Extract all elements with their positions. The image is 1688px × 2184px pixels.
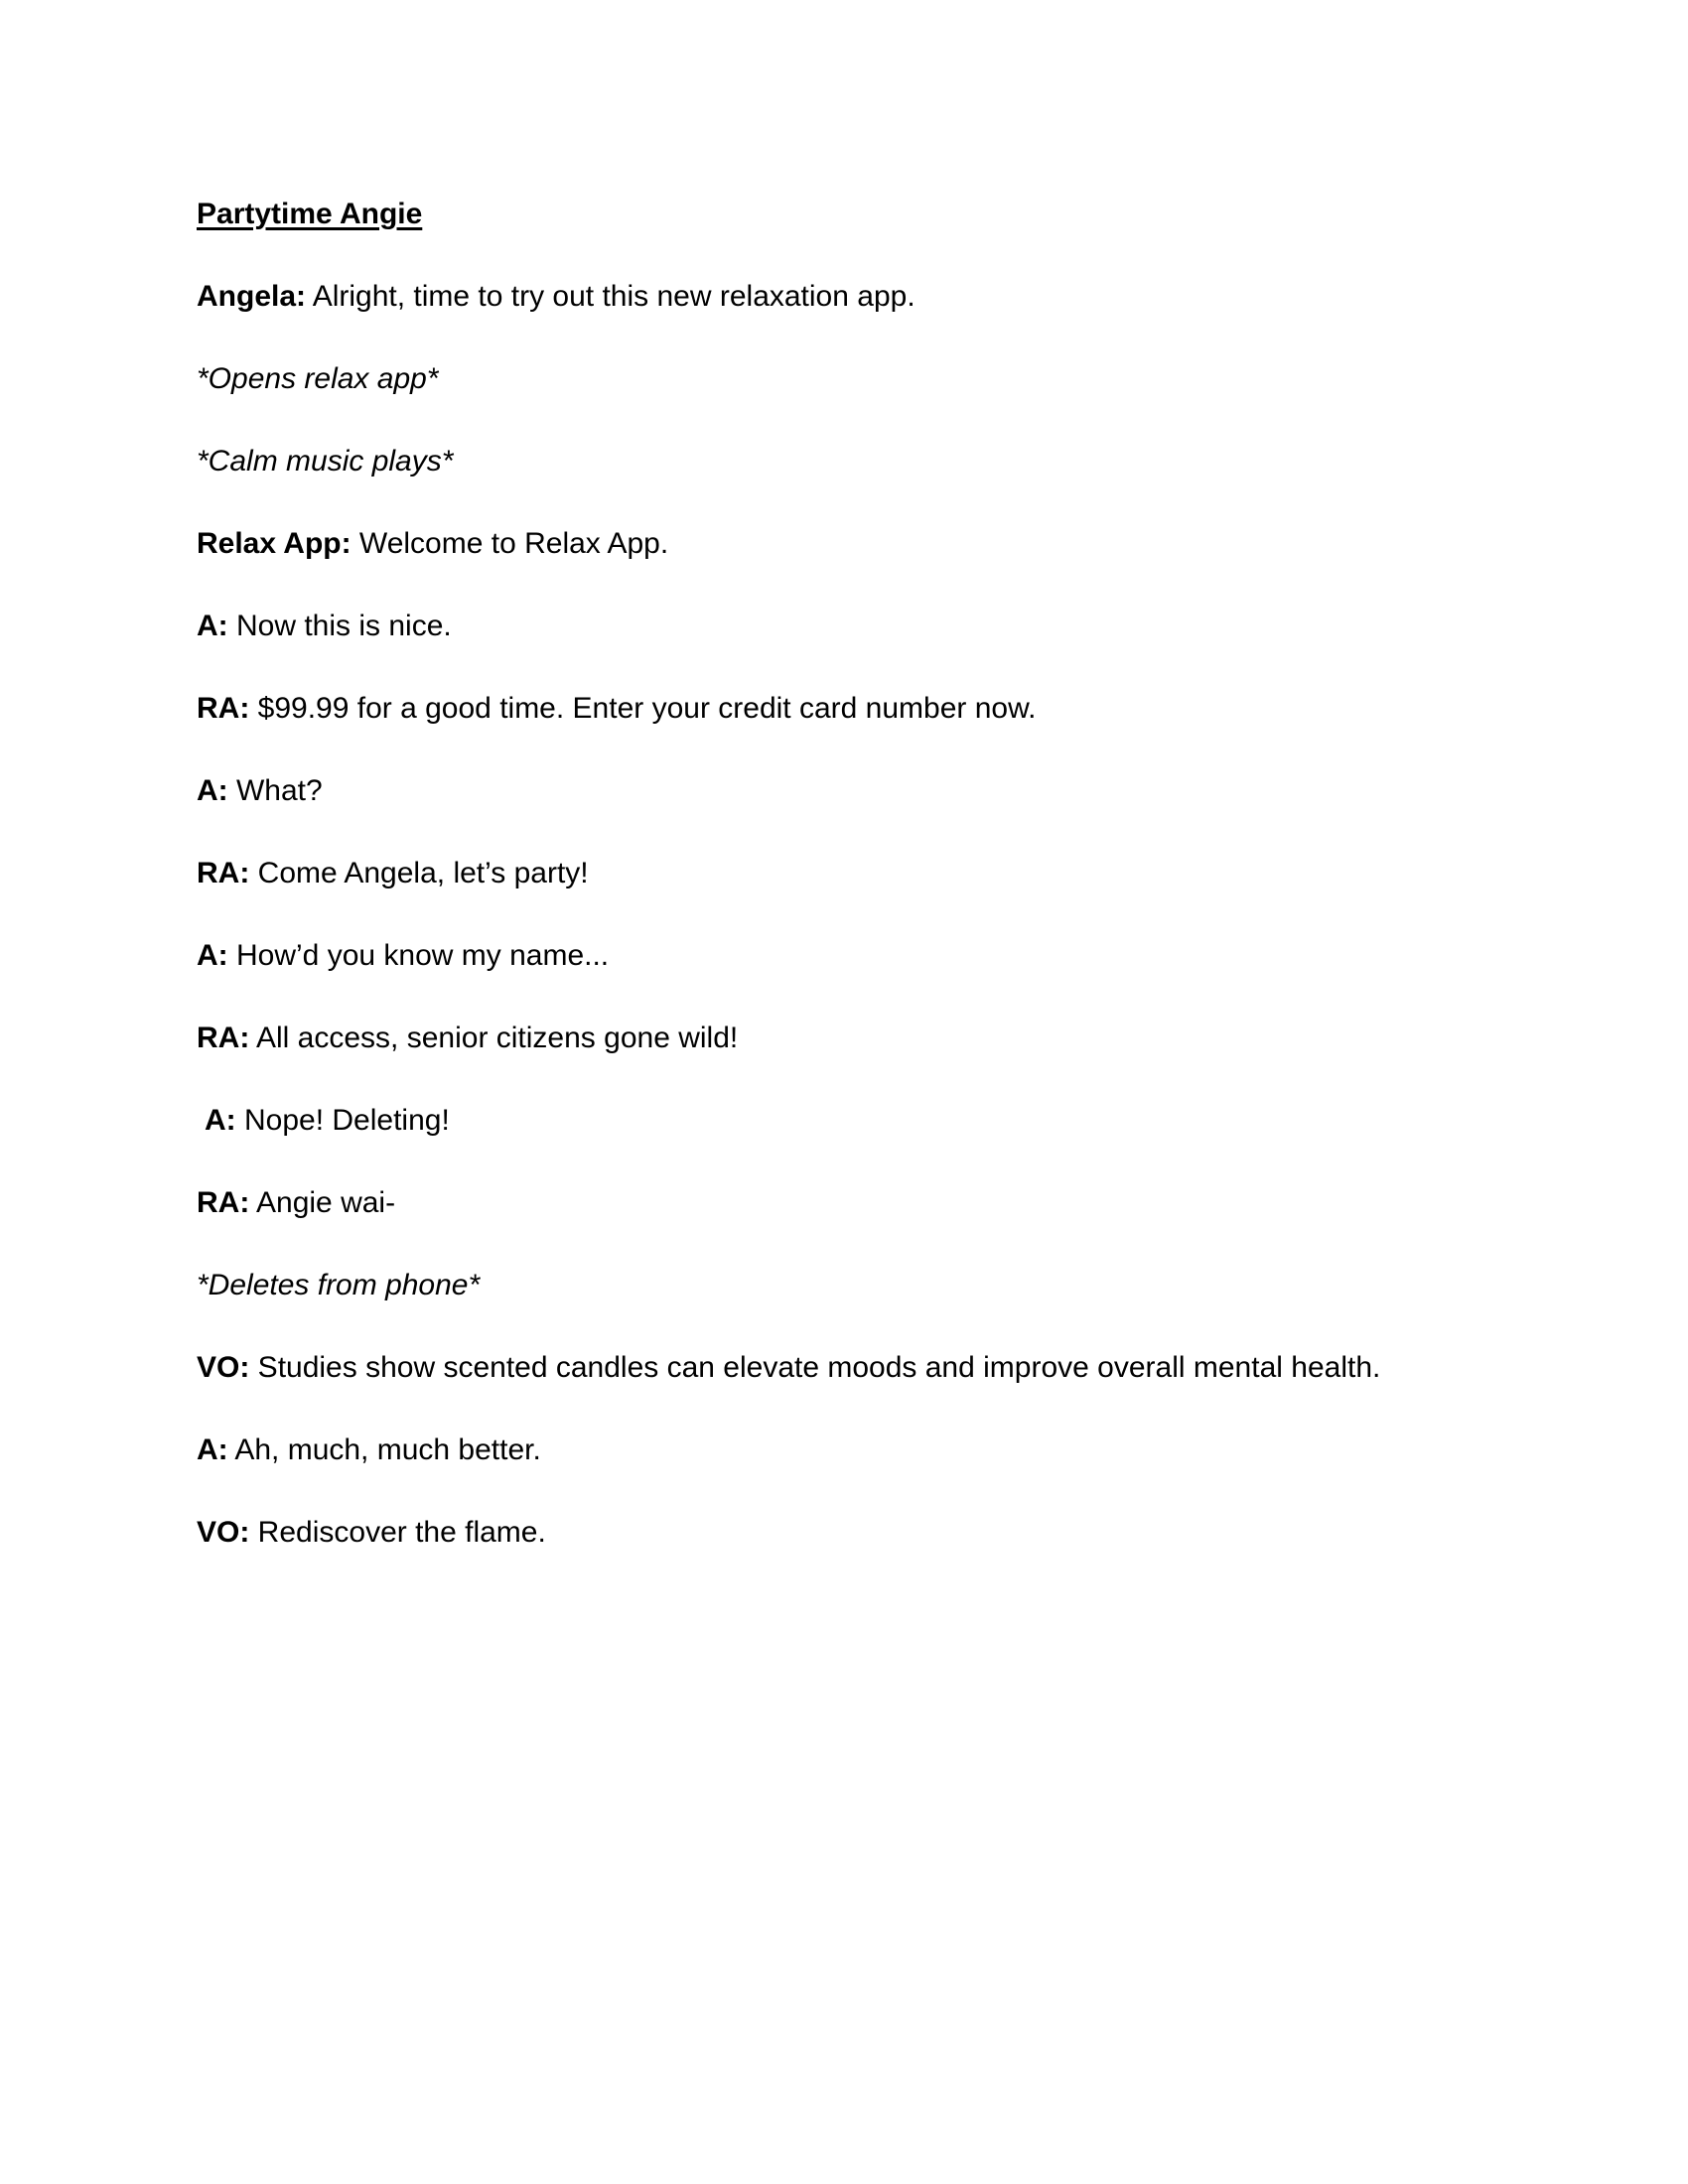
speaker-label: VO: bbox=[197, 1351, 250, 1384]
speaker-label: RA: bbox=[197, 1022, 250, 1054]
script-title: Partytime Angie bbox=[197, 198, 423, 230]
dialogue-text: All access, senior citizens gone wild! bbox=[249, 1022, 739, 1054]
dialogue-text: Ah, much, much better. bbox=[227, 1433, 541, 1466]
speaker-label: RA: bbox=[197, 857, 250, 889]
speaker-label: A: bbox=[197, 939, 228, 972]
speaker-label: RA: bbox=[197, 692, 250, 725]
speaker-label: Angela: bbox=[197, 280, 307, 313]
dialogue-line bbox=[197, 771, 1487, 811]
dialogue-line bbox=[197, 1348, 1487, 1388]
speaker-label: A: bbox=[197, 1433, 228, 1466]
speaker-label: RA: bbox=[197, 1186, 250, 1219]
dialogue-text: Now this is nice. bbox=[227, 610, 452, 642]
dialogue-text: Come Angela, let’s party! bbox=[249, 857, 589, 889]
dialogue-line bbox=[197, 1513, 1487, 1553]
speaker-label: VO: bbox=[197, 1516, 250, 1549]
dialogue-line bbox=[197, 1101, 1487, 1141]
dialogue-line bbox=[197, 1183, 1487, 1223]
dialogue-text: Welcome to Relax App. bbox=[351, 527, 669, 560]
dialogue-text: How’d you know my name... bbox=[227, 939, 610, 972]
dialogue-text: $99.99 for a good time. Enter your credit card number now. bbox=[249, 692, 1037, 725]
speaker-label: Relax App: bbox=[197, 527, 352, 560]
speaker-label: A: bbox=[197, 610, 228, 642]
dialogue-line bbox=[197, 854, 1487, 893]
stage-direction: *Opens relax app* bbox=[197, 362, 439, 395]
dialogue-line bbox=[197, 607, 1487, 646]
dialogue-line bbox=[197, 524, 1487, 564]
dialogue-line bbox=[197, 689, 1487, 729]
stage-direction: *Deletes from phone* bbox=[197, 1269, 481, 1301]
dialogue-text: Rediscover the flame. bbox=[249, 1516, 546, 1549]
speaker-label: A: bbox=[205, 1104, 236, 1137]
dialogue-line bbox=[197, 1431, 1487, 1470]
dialogue-line bbox=[197, 277, 1487, 317]
dialogue-text: Nope! Deleting! bbox=[235, 1104, 450, 1137]
script-body bbox=[197, 195, 1487, 1553]
stage-direction: *Calm music plays* bbox=[197, 445, 454, 478]
dialogue-text: Angie wai- bbox=[249, 1186, 396, 1219]
dialogue-text: Studies show scented candles can elevate moods and improve overall mental health. bbox=[249, 1351, 1381, 1384]
dialogue-text: What? bbox=[227, 774, 323, 807]
dialogue-line bbox=[197, 936, 1487, 976]
dialogue-text: Alright, time to try out this new relaxation app. bbox=[306, 280, 915, 313]
dialogue-line bbox=[197, 1019, 1487, 1058]
speaker-label: A: bbox=[197, 774, 228, 807]
